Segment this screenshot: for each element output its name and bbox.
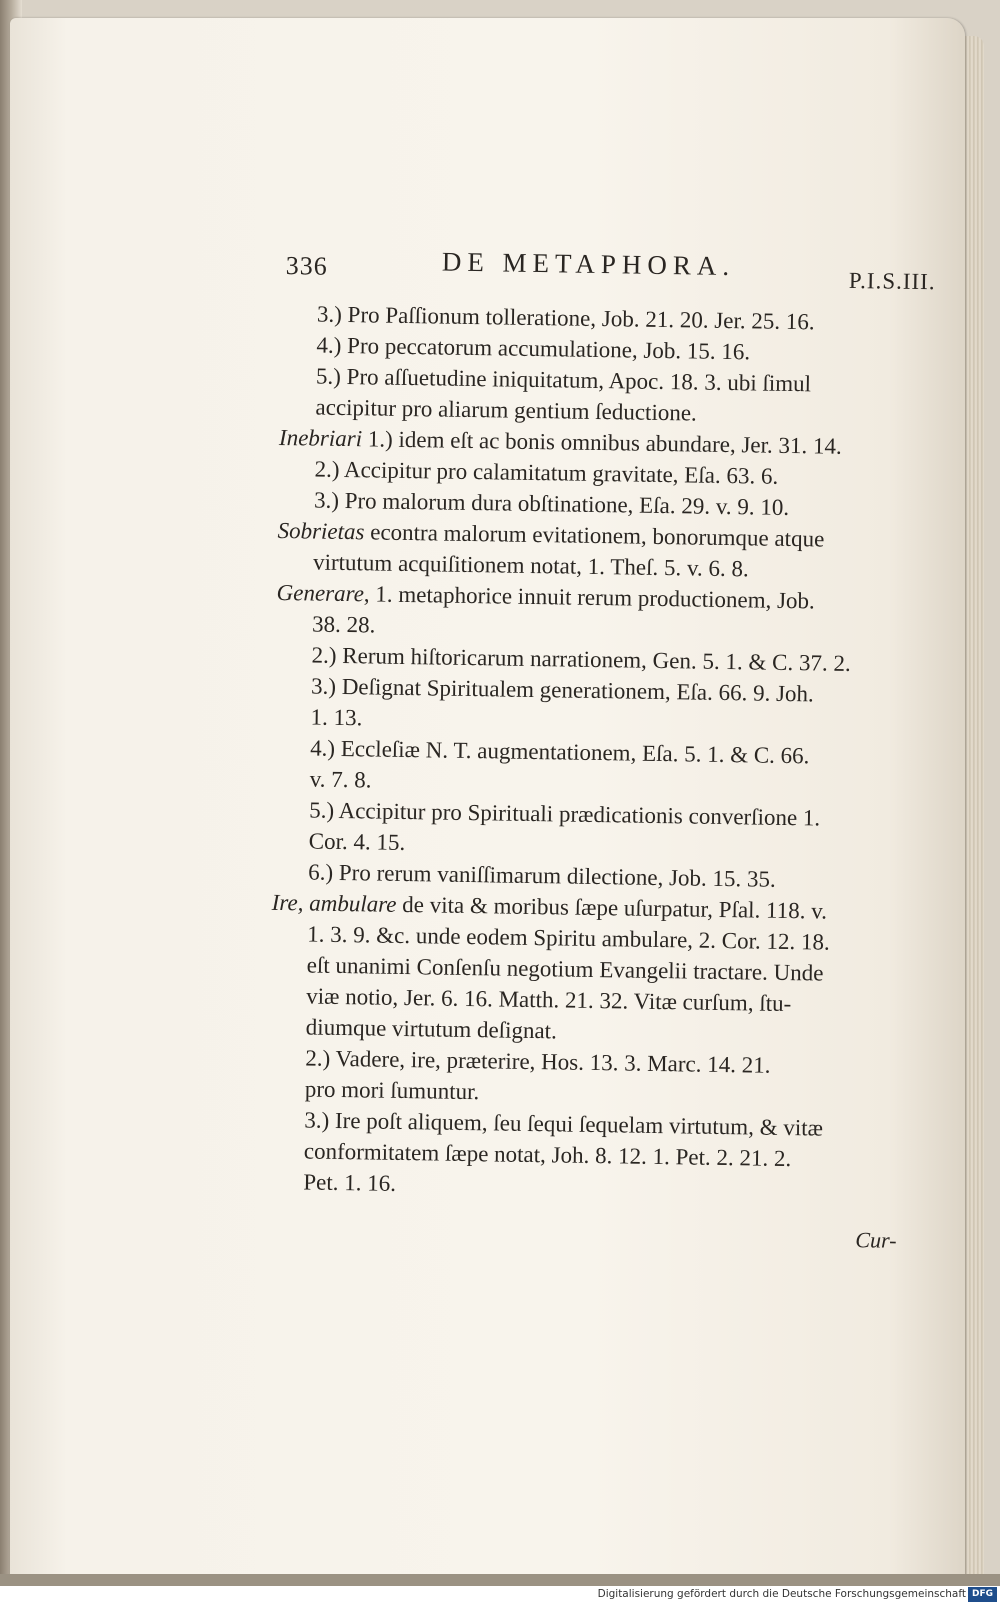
line-text: virtutum acquiſitionem notat, 1. Theſ. 5. v. 6. 8. (312, 549, 749, 582)
digitization-footer (0, 1586, 1000, 1604)
line-text: pro mori ſumuntur. (304, 1076, 480, 1105)
lemma-term: Sobrietas (277, 517, 365, 545)
line-text: 38. 28. (311, 611, 376, 638)
line-text: 2.) Accipitur pro calamitatum gravitate, Eſa. 63. 6. (314, 456, 779, 489)
line-text: 1. 3. 9. &c. unde eodem Spiritu ambulare, 2. Cor. 12. 18. (307, 921, 830, 955)
line-text: Pet. 1. 16. (303, 1169, 397, 1196)
line-text: 4.) Pro peccatorum accumulatione, Job. 15. 16. (316, 332, 751, 365)
line-text: v. 7. 8. (309, 766, 372, 793)
line-text: eſt unanimi Conſenſu negotium Evangelii tractare. Unde (306, 952, 824, 986)
line-text: accipitur pro aliarum gentium ſeductione. (315, 394, 697, 426)
line-text: 3.) Ire poſt aliquem, ſeu ſequi ſequelam virtutum, & vitæ (304, 1107, 824, 1141)
page-edges (962, 36, 984, 1584)
line-text: 3.) Deſignat Spiritualem generationem, Eſa. 66. 9. Joh. (310, 673, 814, 707)
line-text: 4.) Eccleſiæ N. T. augmentationem, Eſa. 5. 1. & C. 66. (309, 735, 810, 769)
line-text: econtra malorum evitationem, bonorumque atque (364, 519, 825, 552)
lemma-term: Generare (276, 579, 365, 607)
line-text: 2.) Rerum hiſtoricarum narrationem, Gen. 5. 1. & C. 37. 2. (311, 642, 851, 676)
line-text: viæ notio, Jer. 6. 16. Matth. 21. 32. Vitæ curſum, ſtu- (306, 983, 792, 1017)
line-text: Cor. 4. 15. (308, 828, 406, 856)
line-text: diumque virtutum deſignat. (305, 1014, 558, 1044)
line-text: 3.) Pro malorum dura obſtinatione, Eſa. 29. v. 9. 10. (313, 487, 790, 520)
lemma-term: Ire, ambulare (271, 889, 397, 917)
section-reference: P.I.S.III. (848, 267, 936, 295)
page-number: 336 (285, 251, 328, 281)
line-text: 5.) Accipitur pro Spirituali prædicationis converſione 1. (309, 797, 821, 831)
lemma-term: Inebriari (278, 424, 363, 452)
line-text: 1.) idem eſt ac bonis omnibus abundare, Jer. 31. 14. (361, 426, 842, 459)
line-text: 3.) Pro Paſſionum tolleratione, Job. 21. 20. Jer. 25. 16. (316, 301, 815, 335)
line-text: 1. 13. (310, 704, 363, 731)
line-text: 2.) Vadere, ire, præterire, Hos. 13. 3. Marc. 14. 21. (305, 1045, 771, 1078)
dfg-logo-icon: DFG (968, 1587, 997, 1602)
line-text: conformitatem ſæpe notat, Joh. 8. 12. 1. Pet. 2. 21. 2. (303, 1138, 792, 1172)
body-text (267, 298, 931, 1207)
line-text: 6.) Pro rerum vaniſſimarum dilectione, Job. 15. 35. (308, 859, 776, 892)
line-text: de vita & moribus ſæpe uſurpatur, Pſal. 118. v. (396, 891, 828, 924)
line-text: , 1. metaphorice innuit rerum productionem, Job. (363, 581, 816, 614)
book-bottom-edge (0, 1574, 1000, 1586)
page-text (266, 246, 936, 1255)
catchword: Cur- (855, 1227, 897, 1253)
running-title: DE METAPHORA. (441, 246, 736, 282)
line-text: 5.) Pro aſſuetudine iniquitatum, Apoc. 18. 3. ubi ſimul (315, 363, 812, 397)
funding-credit: Digitalisierung gefördert durch die Deutsche Forschungsgemeinschaft (597, 1588, 966, 1600)
